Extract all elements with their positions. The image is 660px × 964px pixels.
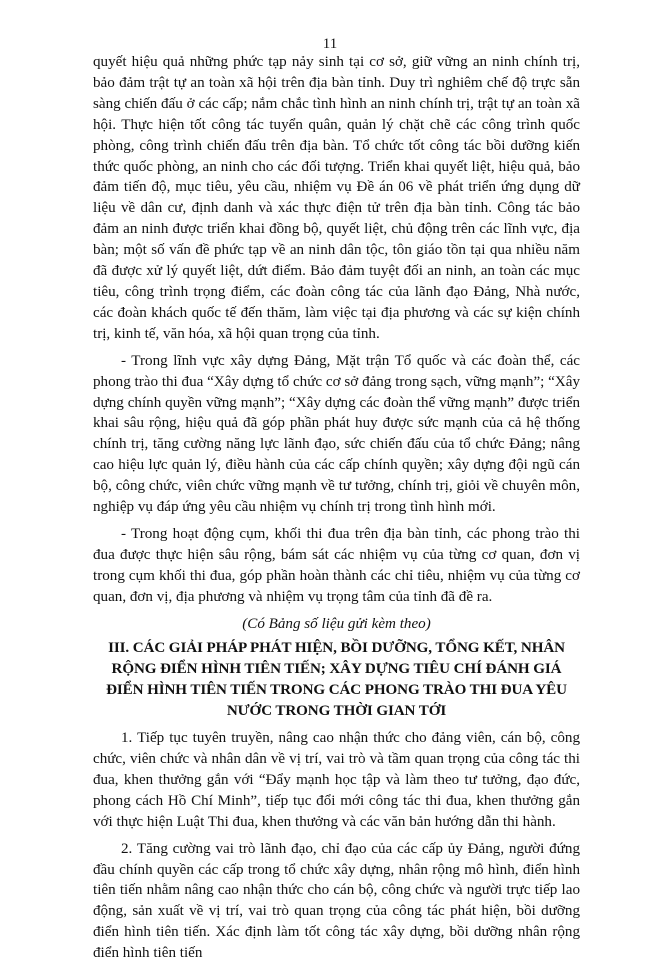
solution-item-2: 2. Tăng cường vai trò lãnh đạo, chỉ đạo của các cấp ủy Đảng, người đứng đầu chính quyền các cấp trong tổ chức xây dựng, nhân rộng mô hình, điển hình tiên tiến nhằm nâng cao nhận thức cho cán bộ, công chức và người trực tiếp lao động, sản xuất về vị trí, vai trò quan trọng của công tác phát hiện, bồi dưỡng điển hình tiên tiến. Xác định làm tốt công tác xây dựng, bồi dưỡng nhân rộng điển hình tiên tiến [93,840,580,962]
solution-item-1: 1. Tiếp tục tuyên truyền, nâng cao nhận thức cho đảng viên, cán bộ, công chức, viên chức và nhân dân về vị trí, vai trò và tầm quan trọng của công tác thi đua, khen thưởng gắn với “Đẩy mạnh học tập và làm theo tư tưởng, đạo đức, phong cách Hồ Chí Minh”, tiếp tục đổi mới công tác thi đua, khen thưởng gắn với thực hiện Luật Thi đua, khen thưởng và các văn bản hướng dẫn thi hành. [93,730,580,830]
section-heading: III. CÁC GIẢI PHÁP PHÁT HIỆN, BỒI DƯỠNG, TỔNG KẾT, NHÂN RỘNG ĐIỂN HÌNH TIÊN TIẾN; XÂY DỰNG TIÊU CHÍ ĐÁNH GIÁ ĐIỂN HÌNH TIÊN TIẾN TRONG CÁC PHONG TRÀO THI ĐUA YÊU NƯỚC TRONG THỜI GIAN TỚI [106,640,567,720]
attachment-note: (Có Bảng số liệu gửi kèm theo) [242,615,431,632]
paragraph-security: quyết hiệu quả những phức tạp nảy sinh tại cơ sở, giữ vững an ninh chính trị, bảo đảm trật tự an toàn xã hội trên địa bàn tỉnh. Duy trì nghiêm chế độ trực sẵn sàng chiến đấu ở các cấp; nắm chắc tình hình an ninh chính trị, trật tự an toàn xã hội. Thực hiện tốt công tác tuyển quân, quản lý chặt chẽ các công trình quốc phòng, công trình chiến đấu trên địa bàn. Tổ chức tốt công tác bồi dưỡng kiến thức quốc phòng, an ninh cho các đối tượng. Triển khai quyết liệt, hiệu quả, bảo đảm tiến độ, mục tiêu, yêu cầu, nhiệm vụ Đề án 06 về phát triển ứng dụng dữ liệu về dân cư, định danh và xác thực điện tử trên địa bàn tỉnh. Công tác bảo đảm an ninh được triển khai đồng bộ, quyết liệt, chủ động trên các lĩnh vực, địa bàn; một số vấn đề phức tạp về an ninh dân tộc, tôn giáo tồn tại qua nhiều năm đã được xử lý quyết liệt, dứt điểm. Bảo đảm tuyệt đối an ninh, an toàn các mục tiêu, công trình trọng điểm, các đoàn công tác của lãnh đạo Đảng, Nhà nước, các đoàn khách quốc tế đến thăm, làm việc tại địa phương và các sự kiện chính trị, kinh tế, văn hóa, xã hội quan trọng của tỉnh. [93,54,580,342]
page-number: 11 [322,36,338,52]
page-content [93,52,580,964]
paragraph-emulation-clusters: - Trong hoạt động cụm, khối thi đua trên địa bàn tỉnh, các phong trào thi đua được thực hiện sâu rộng, bám sát các nhiệm vụ của từng cơ quan, đơn vị trong cụm khối thi đua, góp phần hoàn thành các chỉ tiêu, nhiệm vụ của từng cơ quan, đơn vị, địa phương và nhiệm vụ trọng tâm của tỉnh đã đề ra. [93,525,580,605]
paragraph-party-building: - Trong lĩnh vực xây dựng Đảng, Mặt trận Tổ quốc và các đoàn thể, các phong trào thi đua “Xây dựng tổ chức cơ sở đảng trong sạch, vững mạnh”; “Xây dựng chính quyền vững mạnh”; “Xây dựng các đoàn thể vững mạnh” được triển khai sâu rộng, hiệu quả đã góp phần phát huy được sức mạnh của cả hệ thống chính trị, tăng cường năng lực lãnh đạo, sức chiến đấu của tổ chức Đảng; nâng cao hiệu lực quản lý, điều hành của các cấp chính quyền; xây dựng đội ngũ cán bộ, công chức, viên chức vững mạnh về tư tưởng, chính trị, giỏi về chuyên môn, nghiệp vụ đáp ứng yêu cầu nhiệm vụ chính trị trong tình hình mới. [93,352,580,516]
